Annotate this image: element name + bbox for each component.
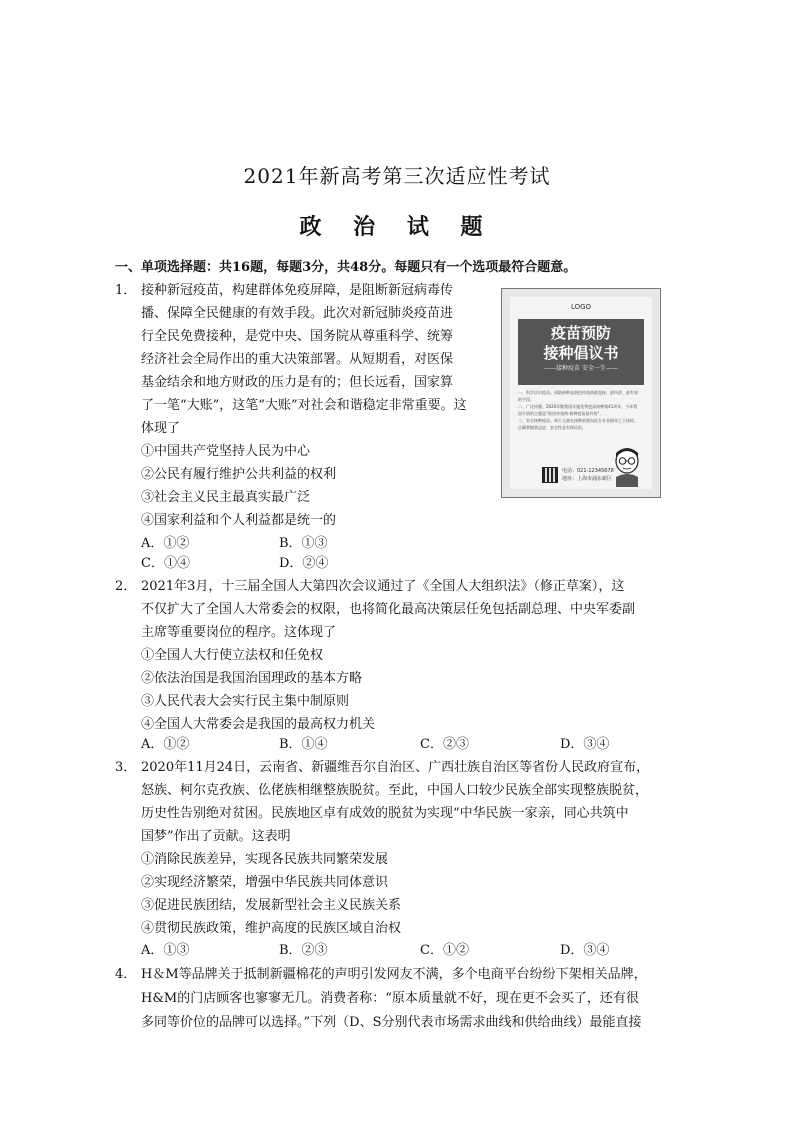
option-c[interactable]: C．①② <box>420 943 469 958</box>
question-3-line: 怒族、柯尔克孜族、仫佬族相继整族脱贫。至此，中国人口较少民族全部实现整族脱贫， <box>141 783 649 798</box>
question-4-number: 4． <box>115 967 137 982</box>
question-1-line: 经济社会全局作出的重大决策部署。从短期看，对医保 <box>141 352 454 367</box>
exam-title: 2021年新高考第三次适应性考试 <box>243 164 551 188</box>
option-b[interactable]: B．①④ <box>279 737 328 752</box>
poster-body <box>518 389 638 431</box>
poster-tagline: ——接种疫苗 安全一生—— <box>544 365 618 372</box>
question-2-line: 不仅扩大了全国人大常委会的权限，也将简化最高决策层任免包括副总理、中央军委副 <box>141 602 636 617</box>
option-b[interactable]: B．②③ <box>279 943 328 958</box>
question-1-line: 行全民免费接种，是党中央、国务院从尊重科学、统筹 <box>141 329 454 344</box>
option-d[interactable]: D．③④ <box>560 943 610 958</box>
question-3-statement: ②实现经济繁荣，增强中华民族共同体意识 <box>141 875 389 890</box>
question-1-statement: ①中国共产党坚持人民为中心 <box>141 444 311 459</box>
poster-title-line1: 疫苗预防 <box>550 324 611 342</box>
poster-logo: LOGO <box>570 303 592 311</box>
question-4-line: H&M的门店顾客也寥寥无几。消费者称：“原本质量就不好，现在更不会买了，还有很 <box>141 991 639 1006</box>
question-2-line: 2021年3月，十三届全国人大第四次会议通过了《全国人大组织法》（修正草案），这 <box>141 579 625 594</box>
question-2-number: 2． <box>115 579 137 594</box>
question-1-statement: ④国家利益和个人利益都是统一的 <box>141 513 337 528</box>
question-1-line: 基金结余和地方财政的压力是有的；但长远看，国家算 <box>141 375 454 390</box>
option-b[interactable]: B．①③ <box>279 536 328 551</box>
poster-banner <box>518 319 644 385</box>
question-1-statement: ②公民有履行维护公共利益的权利 <box>141 467 337 482</box>
question-1-line: 体现了 <box>141 421 181 436</box>
poster-inner <box>510 297 652 489</box>
question-2-statement: ①全国人大行使立法权和任免权 <box>141 648 324 663</box>
question-3-line: 国梦”作出了贡献。这表明 <box>141 829 291 844</box>
question-3-statement: ①消除民族差异，实现各民族共同繁荣发展 <box>141 852 389 867</box>
question-1-line: 了一笔“大账”，这笔“大账”对社会和谐稳定非常重要。这 <box>141 398 467 413</box>
question-3-statement: ④贯彻民族政策，维护高度的民族区域自治权 <box>141 921 402 936</box>
poster-phone: 电话：021-12345678 <box>562 468 614 474</box>
option-a[interactable]: A．①② <box>141 536 190 551</box>
qr-code-icon <box>542 467 558 483</box>
option-d[interactable]: D．③④ <box>560 737 610 752</box>
poster-body-line: 一、科学认识疫苗。预防接种是防控传染病最直接、最经济、最有效的手段。 <box>518 390 638 402</box>
poster-body-line: 三、安全接种疫苗。每个儿童在接种前要向医生专业指导之下体检，正确掌握禁忌症，安全性是有保证的。 <box>518 418 638 430</box>
question-4-line: H＆M等品牌关于抵制新疆棉花的声明引发网友不满，多个电商平台纷纷下架相关品牌， <box>141 967 647 982</box>
question-3-line: 2020年11月24日，云南省、新疆维吾尔自治区、广西壮族自治区等省份人民政府宣布， <box>141 760 650 775</box>
question-1-number: 1． <box>115 283 137 298</box>
section-heading: 一、单项选择题：共16题，每题3分，共48分。每题只有一个选项最符合题意。 <box>115 260 577 275</box>
question-2-statement: ②依法治国是我国治国理政的基本方略 <box>141 671 363 686</box>
option-c[interactable]: C．①④ <box>141 556 190 571</box>
poster-address: 地址：上海市浦东新区 <box>562 476 613 482</box>
option-a[interactable]: A．①③ <box>141 943 190 958</box>
question-1-statement: ③社会主义民主最真实最广泛 <box>141 490 311 505</box>
question-3-statement: ③促进民族团结，发展新型社会主义民族关系 <box>141 898 402 913</box>
question-2-statement: ④全国人大常委会是我国的最高权力机关 <box>141 717 376 732</box>
question-2-statement: ③人民代表大会实行民主集中制原则 <box>141 694 350 709</box>
question-3-line: 历史性告别绝对贫困。民族地区卓有成效的脱贫为实现“中华民族一家亲，同心共筑中 <box>141 806 629 821</box>
poster-body-line: 二、广泛传播。2020年继我国实施免费疫苗接种第41周年，今年我国开展的主题是“防控传染病·接种疫苗最有效”。 <box>518 404 638 416</box>
option-c[interactable]: C．②③ <box>420 737 469 752</box>
exam-subtitle: 政 治 试 题 <box>299 214 495 240</box>
option-d[interactable]: D．②④ <box>279 556 329 571</box>
question-1-line: 播、保障全民健康的有效手段。此次对新冠肺炎疫苗进 <box>141 306 454 321</box>
cartoon-person-icon <box>610 447 644 487</box>
question-2-line: 主席等重要岗位的程序。这体现了 <box>141 625 337 640</box>
question-4-line: 多同等价位的品牌可以选择。”下列（D、S分别代表市场需求曲线和供给曲线）最能直接 <box>141 1015 642 1030</box>
question-3-number: 3． <box>115 760 137 775</box>
vaccine-poster-image <box>501 288 661 498</box>
question-1-line: 接种新冠疫苗，构建群体免疫屏障，是阻断新冠病毒传 <box>141 283 454 298</box>
poster-contact <box>562 467 614 483</box>
option-a[interactable]: A．①② <box>141 737 190 752</box>
poster-title-line2: 接种倡议书 <box>543 344 619 362</box>
